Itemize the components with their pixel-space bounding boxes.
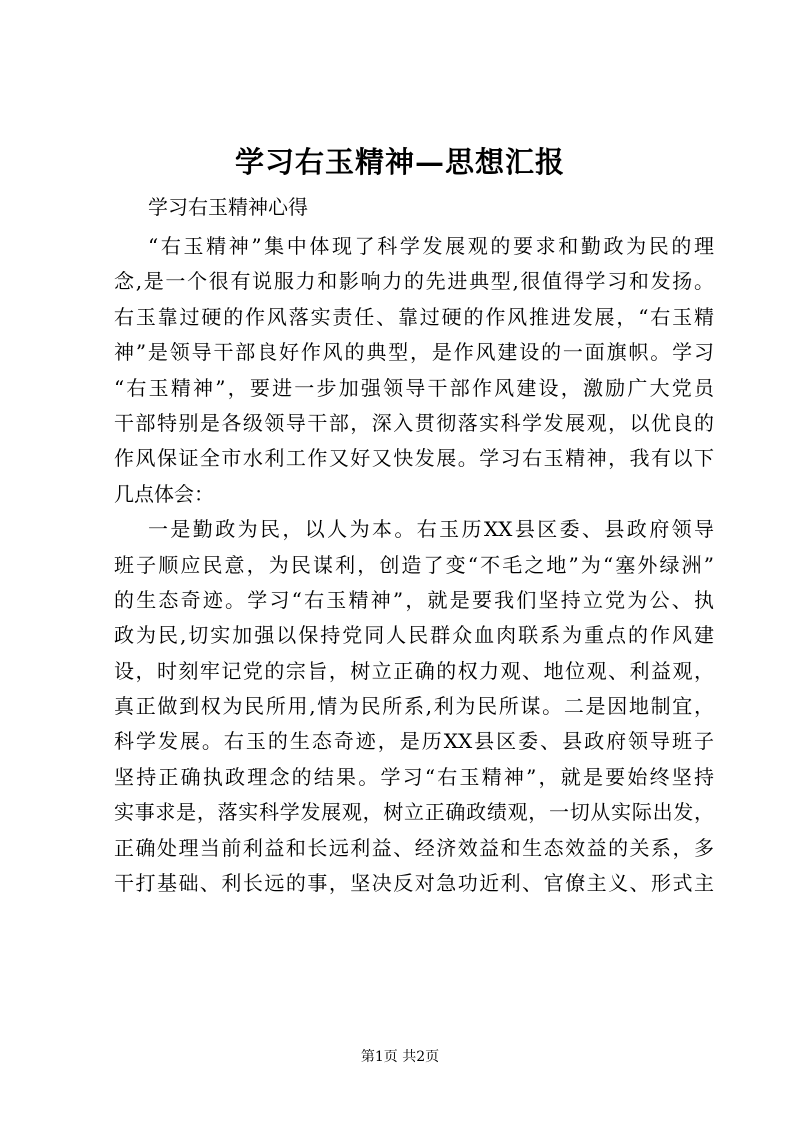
text-line: 干打基础、利长远的事，坚决反对急功近利、官僚主义、形式主	[114, 871, 714, 896]
document-title: 学习右玉精神—思想汇报	[234, 145, 565, 179]
paragraph-1	[114, 229, 714, 512]
page-number-footer: 第1页 共2页	[360, 1049, 440, 1065]
text-line: 的生态奇迹。学习“右玉精神”，就是要我们坚持立党为公、执	[114, 587, 714, 612]
text-line: 实事求是，落实科学发展观，树立正确政绩观，一切从实际出发，	[114, 800, 714, 825]
text-line: 正确处理当前利益和长远利益、经济效益和生态效益的关系，多	[114, 835, 714, 860]
text-line: 设，时刻牢记党的宗旨，树立正确的权力观、地位观、利益观，	[114, 658, 714, 683]
text-line: “右玉精神”，要进一步加强领导干部作风建设，激励广大党员	[114, 375, 714, 400]
text-line: 科学发展。右玉的生态奇迹，是历XX县区委、县政府领导班子	[114, 729, 714, 754]
text-line: 右玉靠过硬的作风落实责任、靠过硬的作风推进发展，“右玉精	[114, 304, 714, 329]
text-line: 坚持正确执政理念的结果。学习“右玉精神”，就是要始终坚持	[114, 764, 714, 789]
document-body	[114, 190, 714, 901]
text-line: 几点体会：	[114, 481, 214, 506]
text-line: 念,是一个很有说服力和影响力的先进典型,很值得学习和发扬。	[114, 269, 714, 294]
text-line: 作风保证全市水利工作又好又快发展。学习右玉精神，我有以下	[114, 446, 714, 471]
text-line: 干部特别是各级领导干部，深入贯彻落实科学发展观，以优良的	[114, 410, 714, 435]
paragraph-2	[114, 512, 714, 901]
text-line: “右玉精神”集中体现了科学发展观的要求和勤政为民的理	[148, 234, 714, 258]
text-line: 神”是领导干部良好作风的典型，是作风建设的一面旗帜。学习	[114, 340, 714, 365]
document-subtitle: 学习右玉精神心得	[148, 195, 308, 219]
text-line: 班子顺应民意，为民谋利，创造了变“不毛之地”为“塞外绿洲”	[114, 552, 714, 577]
text-line: 政为民,切实加强以保持党同人民群众血肉联系为重点的作风建	[114, 623, 714, 648]
text-line: 真正做到权为民所用,情为民所系,利为民所谋。二是因地制宜，	[114, 694, 714, 719]
text-line: 一是勤政为民，以人为本。右玉历XX县区委、县政府领导	[148, 517, 714, 542]
